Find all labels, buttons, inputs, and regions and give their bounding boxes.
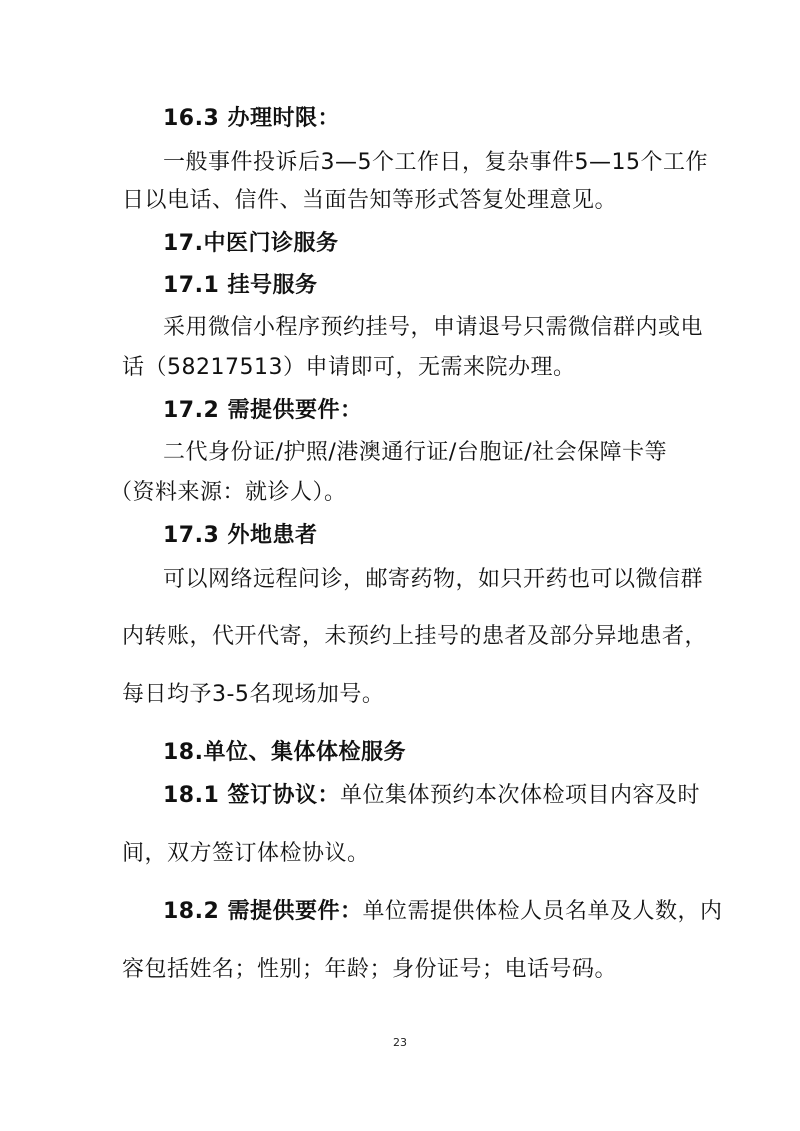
section-18-heading: 18.单位、集体体检服务 bbox=[163, 740, 406, 765]
section-17-1-line-1: 采用微信小程序预约挂号，申请退号只需微信群内或电 bbox=[163, 315, 704, 340]
section-18-2-line-2: 容包括姓名；性别；年龄；身份证号；电话号码。 bbox=[122, 957, 618, 982]
section-16-3-line-1: 一般事件投诉后3—5个工作日，复杂事件5—15个工作 bbox=[163, 150, 708, 175]
section-17-2-line-2: （资料来源：就诊人）。 bbox=[110, 480, 347, 505]
section-18-2-text: 单位需提供体检人员名单及人数，内 bbox=[362, 899, 723, 924]
section-18-1-text: 单位集体预约本次体检项目内容及时 bbox=[339, 783, 700, 808]
section-17-2-line-1: 二代身份证/护照/港澳通行证/台胞证/社会保障卡等 bbox=[163, 440, 668, 465]
section-18-2-line-1 bbox=[163, 897, 722, 927]
section-18-2-label: 18.2 需提供要件： bbox=[163, 899, 363, 924]
page-number: 23 bbox=[393, 1036, 407, 1049]
section-17-3-line-3: 每日均予3-5名现场加号。 bbox=[122, 682, 385, 707]
section-17-3-heading: 17.3 外地患者 bbox=[163, 523, 318, 548]
section-17-1-line-2: 话（58217513）申请即可，无需来院办理。 bbox=[122, 355, 576, 380]
section-18-1-line-1 bbox=[163, 781, 700, 811]
section-17-heading: 17.中医门诊服务 bbox=[163, 231, 339, 256]
section-17-3-line-2: 内转账，代开代寄，未预约上挂号的患者及部分异地患者， bbox=[122, 624, 708, 649]
section-18-1-label: 18.1 签订协议： bbox=[163, 783, 340, 808]
section-17-2-heading: 17.2 需提供要件： bbox=[163, 398, 363, 423]
section-17-1-heading: 17.1 挂号服务 bbox=[163, 273, 318, 298]
section-17-3-line-1: 可以网络远程问诊，邮寄药物，如只开药也可以微信群 bbox=[163, 567, 704, 592]
section-16-3-line-2: 日以电话、信件、当面告知等形式答复处理意见。 bbox=[122, 188, 618, 213]
section-16-3-heading: 16.3 办理时限： bbox=[163, 106, 340, 131]
section-18-1-line-2: 间，双方签订体检协议。 bbox=[122, 841, 370, 866]
